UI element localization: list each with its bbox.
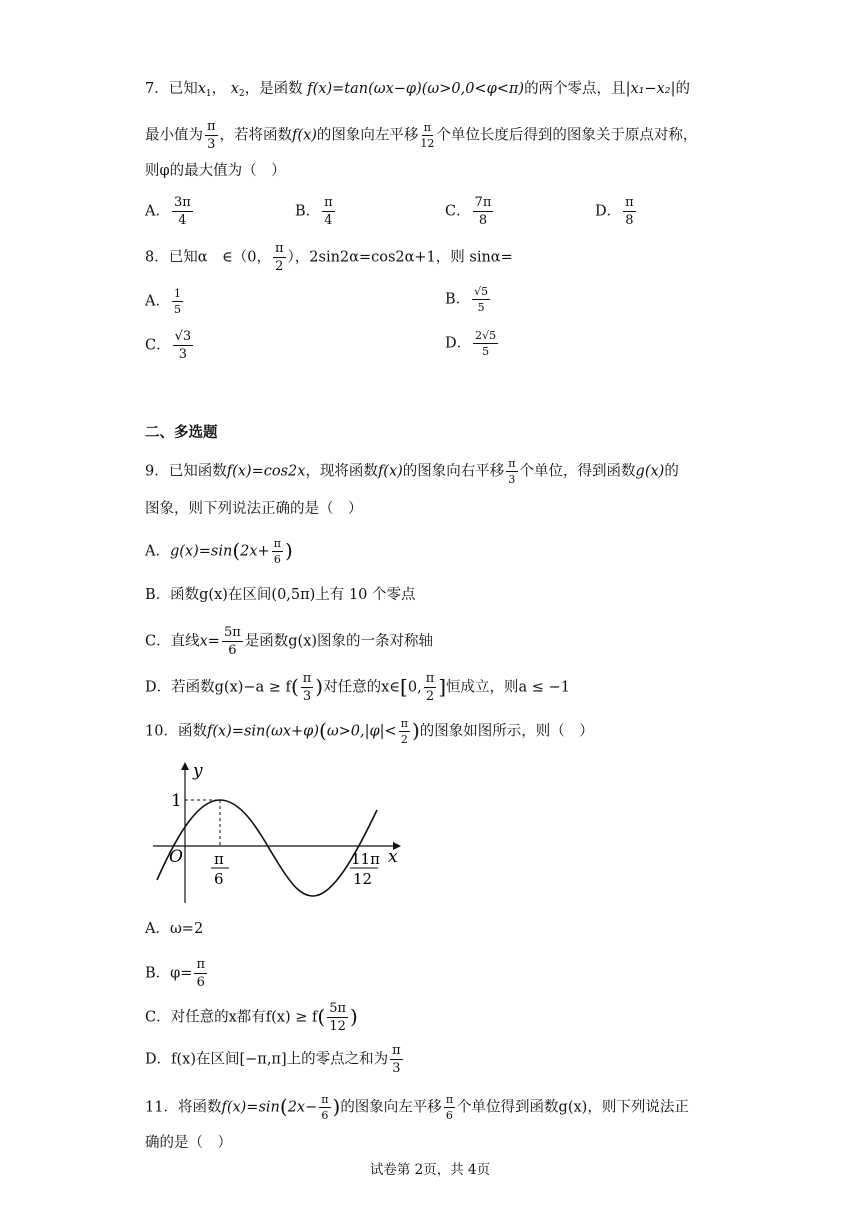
q8-option-c[interactable]: C． $\frac{√3}{3}$ bbox=[145, 329, 192, 362]
q7-option-a[interactable]: A． $\frac{3\pi}{4}$ bbox=[145, 195, 191, 228]
q7-function: f(x)=tan(ωx−φ)(ω>0,0<φ<π) bbox=[307, 81, 525, 97]
q7-line3: 则φ的最大值为（ ） bbox=[145, 163, 286, 179]
q11-line1: 11．将函数f(x)=sin(2x− $\frac{\pi}{6}$ )的图象向左平移 $\frac{\pi}{6}$ 个单位得到函数g(x)，则下列说法正 bbox=[145, 1093, 689, 1122]
q9-line1: 9．已知函数f(x)=cos2x，现将函数f(x)的图象向右平移 $\frac{\pi}{3}$ 个单位，得到函数g(x)的 bbox=[145, 457, 679, 486]
q7-line2: 最小值为 $\frac{\pi}{3}$ ，若将函数f(x)的图象向左平移 $\frac{\pi}{12}$ 个单位长度后得到的图象关于原点对称， bbox=[145, 119, 698, 152]
q11-line2: 确的是（ ） bbox=[145, 1135, 232, 1151]
page-footer: 试卷第 2页，共 4页 bbox=[369, 1162, 491, 1178]
x-tick-11pi12-num: 11π bbox=[351, 850, 380, 868]
q8-stem: 8．已知α ∈（0， $\frac{\pi}{2}$ ），2sin2α=cos2α+1，则 sinα= bbox=[145, 241, 513, 274]
y-tick-1: 1 bbox=[171, 791, 182, 811]
y-axis-label: y bbox=[193, 761, 203, 781]
x-tick-pi6-num: π bbox=[214, 850, 224, 868]
y-axis-arrow bbox=[181, 762, 189, 770]
q10-option-b[interactable]: B．φ= $\frac{\pi}{6}$ bbox=[145, 957, 206, 990]
q10-option-a[interactable]: A．ω=2 bbox=[145, 921, 204, 937]
q8-option-b[interactable]: B． $\frac{√5}{5}$ bbox=[445, 285, 489, 314]
q10-option-d[interactable]: D．f(x)在区间[−π,π]上的零点之和为 $\frac{\pi}{3}$ bbox=[145, 1043, 401, 1076]
q9-option-c[interactable]: C．直线x= $\frac{5\pi}{6}$ 是函数g(x)图象的一条对称轴 bbox=[145, 625, 434, 658]
q10-option-c[interactable]: C．对任意的x都有f(x) ≥ f( $\frac{5\pi}{12}$ ) bbox=[145, 1001, 358, 1034]
q9-option-a[interactable]: A．g(x)=sin(2x+ $\frac{\pi}{6}$ ) bbox=[145, 537, 293, 566]
section-header-multi-choice: 二、多选题 bbox=[145, 425, 218, 441]
q8-option-a[interactable]: A． $\frac{1}{5}$ bbox=[145, 287, 181, 316]
q10-sine-graph bbox=[145, 758, 405, 908]
q8-option-d[interactable]: D． $\frac{2√5}{5}$ bbox=[445, 329, 497, 358]
q9-option-b[interactable]: B．函数g(x)在区间(0,5π)上有 10 个零点 bbox=[145, 587, 416, 603]
q7-line1: 7．已知$x_1$， $x_2$，是函数 f(x)=tan(ωx−φ)(ω>0,0<φ<π)的两个零点，且|x₁−x₂|的 bbox=[145, 81, 690, 99]
q9-option-d[interactable]: D．若函数g(x)−a ≥ f( $\frac{\pi}{3}$ )对任意的x∈[0, $\frac{\pi}{2}$ ]恒成立，则a ≤ −1 bbox=[145, 671, 570, 704]
q7-absdiff: |x₁−x₂| bbox=[625, 81, 676, 97]
q10-stem: 10．函数f(x)=sin(ωx+φ)(ω>0,|φ|< $\frac{\pi}{2}$ )的图象如图所示，则（ ） bbox=[145, 717, 594, 746]
origin-label: O bbox=[169, 847, 183, 867]
q7-option-c[interactable]: C． $\frac{7\pi}{8}$ bbox=[445, 195, 492, 228]
q7-option-b[interactable]: B． $\frac{\pi}{4}$ bbox=[295, 195, 333, 228]
q7-option-d[interactable]: D． $\frac{\pi}{8}$ bbox=[595, 195, 634, 228]
x-tick-pi6-den: 6 bbox=[214, 870, 224, 888]
x-tick-11pi12-den: 12 bbox=[353, 870, 373, 888]
q9-line2: 图象，则下列说法正确的是（ ） bbox=[145, 501, 363, 517]
x-axis-label: x bbox=[388, 847, 398, 867]
sine-curve bbox=[157, 800, 377, 896]
